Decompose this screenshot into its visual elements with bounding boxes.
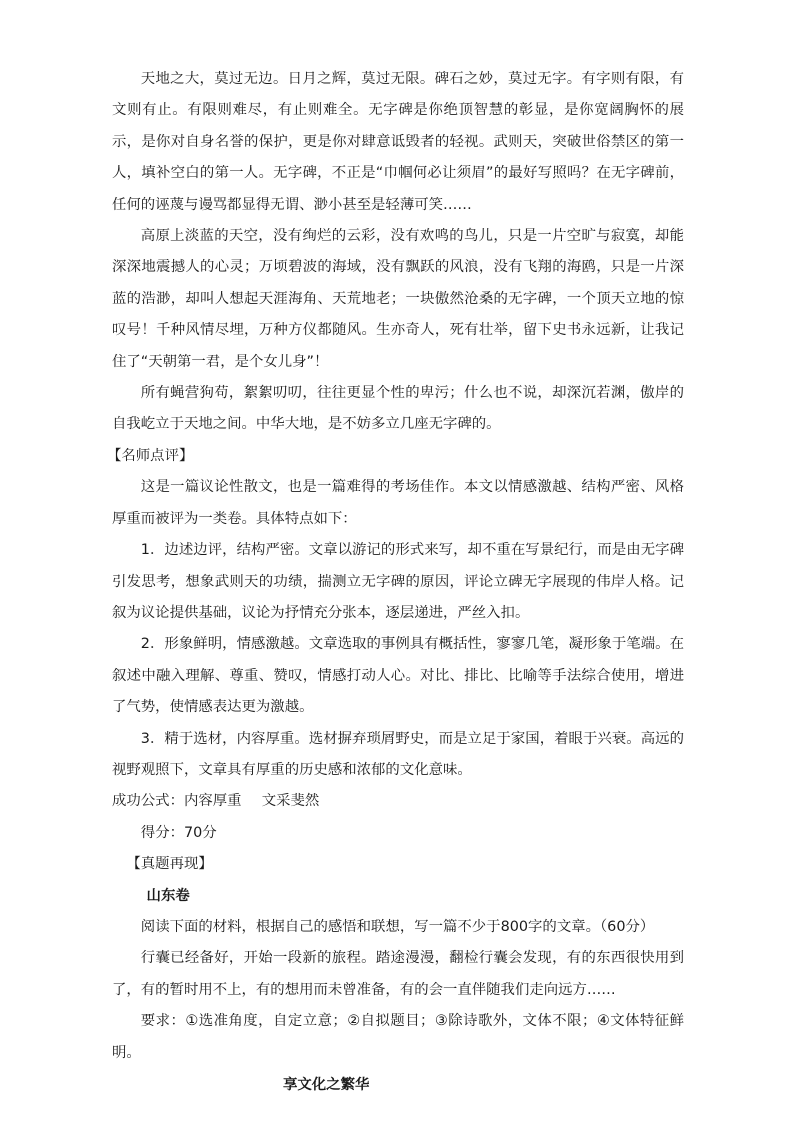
essay-title: 享文化之繁华	[283, 1077, 370, 1093]
exam-material: 行囊已经备好，开始一段新的旅程。踏途漫漫，翻检行囊会发现，有的东西很快用到了，有的暂时用不上，有的想用而未曾准备，有的会一直伴随我们走向远方……	[112, 950, 684, 998]
success-formula-label: 成功公式：内容厚重	[112, 793, 242, 810]
essay-paragraph-2: 高原上淡蓝的天空，没有绚烂的云彩，没有欢鸣的鸟儿，只是一片空旷与寂寞，却能深深地震撼人的心灵；万顷碧波的海域，没有飘跃的风浪，没有飞翔的海鸥，只是一片深蓝的浩渺，却叫人想起天涯海角、天荒地老；一块傲然沧桑的无字碑，一个顶天立地的惊叹号！千种风情尽埋，万种方仪都随风。生亦奇人，死有壮举，留下史书永远新，让我记住了“天朝第一君，是个女儿身”！	[112, 228, 684, 370]
success-formula	[112, 786, 684, 817]
exam-requirements: 要求：①选准角度，自定立意；②自拟题目；③除诗歌外，文体不限；④文体特征鲜明。	[112, 1013, 684, 1061]
review-intro: 这是一篇议论性散文，也是一篇难得的考场佳作。本文以情感激越、结构严密、风格厚重而被评为一类卷。具体特点如下：	[112, 479, 684, 527]
document-page	[107, 64, 684, 1101]
review-point-1: 1．边述边评，结构严密。文章以游记的形式来写，却不重在写景纪行，而是由无字碑引发思考，想象武则天的功绩，揣测立无字碑的原因，评论立碑无字展现的伟岸人格。记叙为议论提供基础，议论为抒情充分张本，逐层递进，严丝入扣。	[112, 542, 684, 621]
review-point-2: 2．形象鲜明，情感激越。文章选取的事例具有概括性，寥寥几笔，凝形象于笔端。在叙述中融入理解、尊重、赞叹，情感打动人心。对比、排比、比喻等手法综合使用，增进了气势，使情感表达更为激越。	[112, 636, 684, 716]
essay-paragraph-3: 所有蝇营狗苟，絮絮叨叨，往往更显个性的卑污；什么也不说，却深沉若渊，傲岸的自我屹立于天地之间。中华大地，是不妨多立几座无字碑的。	[112, 385, 684, 433]
success-formula-value: 文采斐然	[261, 793, 320, 810]
exam-instruction: 阅读下面的材料，根据自己的感悟和联想，写一篇不少于800字的文章。（60分）	[140, 918, 655, 935]
review-heading: 【名师点评】	[107, 447, 194, 464]
essay-paragraph-1: 天地之大，莫过无边。日月之辉，莫过无限。碑石之妙，莫过无字。有字则有限，有文则有止。有限则难尽，有止则难全。无字碑是你绝顶智慧的彰显，是你宽阔胸怀的展示，是你对自身名誉的保护，更是你对肆意诋毁者的轻视。武则天，突破世俗禁区的第一人，填补空白的第一人。无字碑，不正是“巾帼何必让须眉”的最好写照吗？在无字碑前，任何的诬蔑与谩骂都显得无谓、渺小甚至是轻薄可笑……	[112, 71, 684, 213]
exam-region: 山东卷	[146, 887, 190, 904]
exam-heading: 【真题再现】	[126, 856, 213, 873]
review-point-3: 3．精于选材，内容厚重。选材摒弃琐屑野史，而是立足于家国，着眼于兴衰。高远的视野观照下，文章具有厚重的历史感和浓郁的文化意味。	[112, 730, 684, 778]
score-line: 得分：70分	[140, 824, 217, 841]
